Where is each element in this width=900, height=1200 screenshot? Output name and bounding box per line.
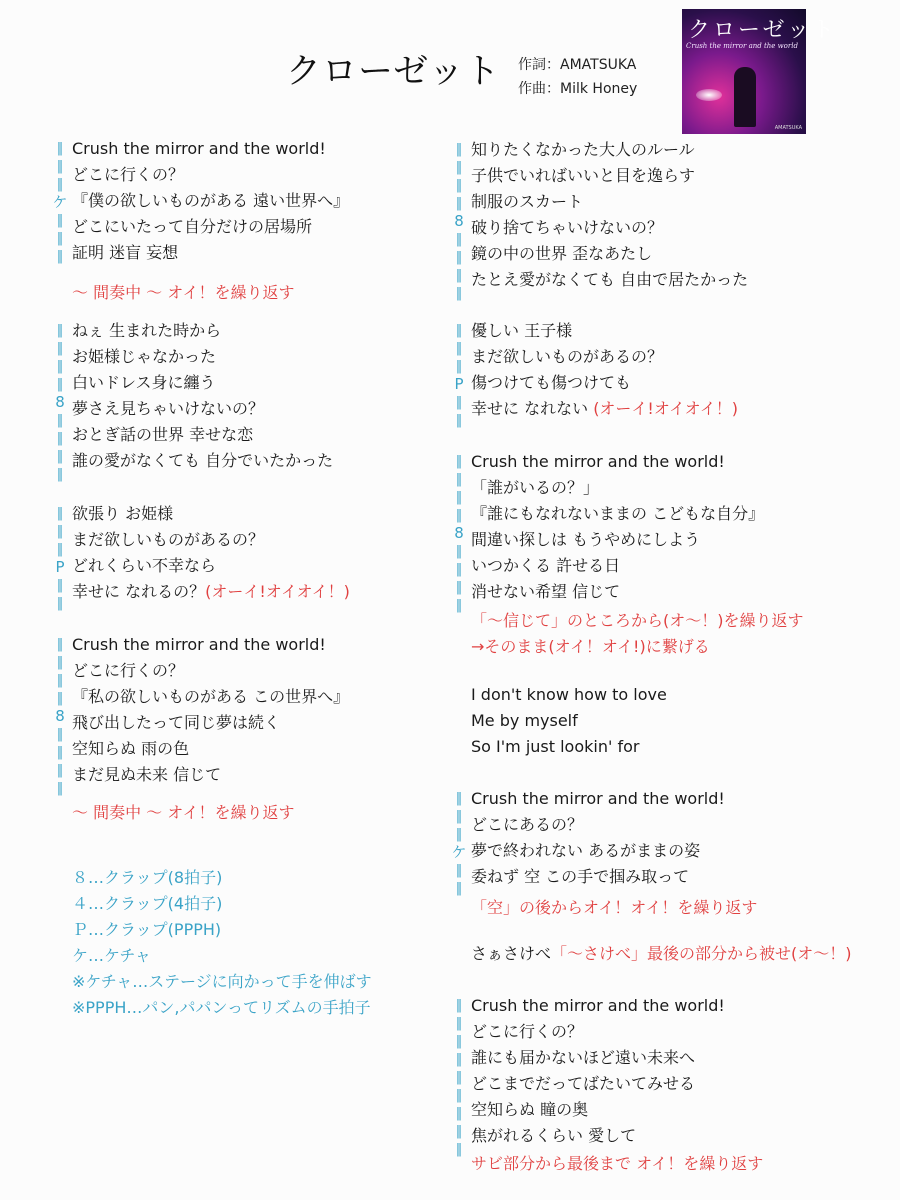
section-marker-bar: ‖ bbox=[455, 413, 463, 428]
section-marker-bar: ‖ bbox=[56, 431, 64, 446]
lyric-text: 幸せに なれるの？ bbox=[72, 582, 206, 601]
lyric-line: 破り捨てちゃいけないの？ bbox=[471, 218, 664, 237]
legend-item: ８…クラップ(8拍子) bbox=[72, 868, 223, 887]
section-marker-bar: ‖ bbox=[56, 341, 64, 356]
legend-item: Ｐ…クラップ(PPPH) bbox=[72, 920, 222, 939]
cover-title: クローゼット bbox=[688, 18, 838, 43]
section-marker-bar: ‖ bbox=[455, 791, 463, 806]
section-marker-bar: ‖ bbox=[56, 691, 64, 706]
section-marker-bar: ‖ bbox=[455, 1016, 463, 1031]
section-marker-label: 8 bbox=[454, 212, 464, 230]
lyric-line: So I'm just lookin' for bbox=[471, 737, 640, 756]
section-marker-bar: ‖ bbox=[56, 213, 64, 228]
section-marker-bar: ‖ bbox=[56, 506, 64, 521]
song-title: クローゼット bbox=[286, 52, 501, 92]
lyric-line: Crush the mirror and the world! bbox=[471, 452, 725, 471]
lyric-line: 空知らぬ 瞳の奥 bbox=[471, 1100, 589, 1119]
call-note: 「〜信じて」のところから(オ〜！)を繰り返す bbox=[471, 611, 804, 630]
lyric-text: 幸せに なれない bbox=[471, 399, 589, 418]
section-marker-bar: ‖ bbox=[455, 178, 463, 193]
section-marker-bar: ‖ bbox=[455, 508, 463, 523]
call-text: (オーイ!オイオイ！) bbox=[593, 399, 739, 418]
lyric-line: Me by myself bbox=[471, 711, 578, 730]
section-marker-bar: ‖ bbox=[455, 1034, 463, 1049]
section-marker-bar: ‖ bbox=[56, 745, 64, 760]
lyric-line: 焦がれるくらい 愛して bbox=[471, 1126, 637, 1145]
cover-figure bbox=[734, 67, 756, 127]
shout-text: さぁさけべ bbox=[471, 944, 552, 963]
lyric-line: 優しい 王子様 bbox=[471, 321, 573, 340]
lyric-line: 子供でいればいいと目を逸らす bbox=[471, 166, 696, 185]
lyric-line: I don't know how to love bbox=[471, 685, 667, 704]
lyric-line: まだ欲しいものがあるの？ bbox=[72, 530, 265, 549]
lyric-line: まだ見ぬ未来 信じて bbox=[72, 765, 222, 784]
section-marker-bar: ‖ bbox=[56, 249, 64, 264]
section-marker-bar: ‖ bbox=[455, 268, 463, 283]
section-marker bbox=[50, 632, 70, 796]
section-marker-bar: ‖ bbox=[455, 142, 463, 157]
section-marker-bar: ‖ bbox=[455, 232, 463, 247]
composer: 作曲：Milk Honey bbox=[518, 81, 638, 97]
section-marker bbox=[50, 136, 70, 266]
section-marker-bar: ‖ bbox=[56, 673, 64, 688]
section-marker-bar: ‖ bbox=[455, 395, 463, 410]
legend-item: ※ケチャ…ステージに向かって手を伸ばす bbox=[72, 972, 372, 991]
section-marker-bar: ‖ bbox=[455, 323, 463, 338]
section-marker-bar: ‖ bbox=[455, 881, 463, 896]
section-marker-bar: ‖ bbox=[455, 1106, 463, 1121]
section-marker-bar: ‖ bbox=[455, 341, 463, 356]
section-marker bbox=[449, 449, 469, 613]
section-marker-bar: ‖ bbox=[56, 655, 64, 670]
lyric-line: 空知らぬ 雨の色 bbox=[72, 739, 190, 758]
section-marker-bar: ‖ bbox=[455, 1052, 463, 1067]
section-marker-bar: ‖ bbox=[455, 1088, 463, 1103]
section-marker-label: ケ bbox=[451, 843, 467, 861]
section-marker-bar: ‖ bbox=[56, 413, 64, 428]
shout-call: 「〜さけべ」最後の部分から被せ(オ〜！) bbox=[551, 944, 852, 963]
lyric-line: 誰にも届かないほど遠い未来へ bbox=[471, 1048, 696, 1067]
lyric-line: どこに行くの？ bbox=[471, 1022, 584, 1041]
lyric-line: どれくらい不幸なら bbox=[72, 556, 217, 575]
section-marker-bar: ‖ bbox=[56, 578, 64, 593]
section-marker bbox=[449, 318, 469, 428]
section-marker-label: P bbox=[55, 558, 65, 576]
lyric-line: Crush the mirror and the world! bbox=[471, 996, 725, 1015]
lyric-line bbox=[72, 579, 350, 605]
lyric-line: Crush the mirror and the world! bbox=[471, 789, 725, 808]
section-marker-label: ケ bbox=[52, 193, 68, 211]
lyric-line: まだ欲しいものがあるの？ bbox=[471, 347, 664, 366]
cover-subtitle: Crush the mirror and the world bbox=[686, 42, 798, 50]
section-marker-bar: ‖ bbox=[455, 598, 463, 613]
section-marker-bar: ‖ bbox=[56, 781, 64, 796]
section-marker bbox=[50, 318, 70, 482]
section-marker-label: P bbox=[454, 375, 464, 393]
section-marker-bar: ‖ bbox=[56, 542, 64, 557]
lyric-line: Crush the mirror and the world! bbox=[72, 139, 326, 158]
section-marker bbox=[449, 137, 469, 301]
section-marker-label: 8 bbox=[454, 524, 464, 542]
section-marker-bar: ‖ bbox=[455, 250, 463, 265]
final-note: サビ部分から最後まで オイ！を繰り返す bbox=[471, 1154, 764, 1173]
lyric-line: 「誰がいるの？」 bbox=[471, 478, 600, 497]
lyric-line: 『私の欲しいものがある この世界へ』 bbox=[72, 687, 350, 706]
interlude-note: 〜 間奏中 〜 オイ！を繰り返す bbox=[72, 283, 295, 302]
section-marker-bar: ‖ bbox=[455, 562, 463, 577]
lyric-line: どこにいたって自分だけの居場所 bbox=[72, 217, 313, 236]
section-marker-bar: ‖ bbox=[56, 377, 64, 392]
section-marker bbox=[449, 786, 469, 896]
lyric-line bbox=[471, 396, 738, 422]
legend-item: ４…クラップ(4拍子) bbox=[72, 894, 223, 913]
section-marker-bar: ‖ bbox=[455, 809, 463, 824]
lyric-line: 証明 迷盲 妄想 bbox=[72, 243, 179, 262]
lyric-line: 夢で終われない あるがままの姿 bbox=[471, 841, 701, 860]
interlude-note: 〜 間奏中 〜 オイ！を繰り返す bbox=[72, 803, 295, 822]
call-text: (オーイ!オイオイ！) bbox=[205, 582, 350, 601]
lyric-line: どこにあるの？ bbox=[471, 815, 584, 834]
section-marker-bar: ‖ bbox=[455, 827, 463, 842]
section-marker-bar: ‖ bbox=[56, 467, 64, 482]
lyric-line: Crush the mirror and the world! bbox=[72, 635, 326, 654]
section-marker-bar: ‖ bbox=[455, 1124, 463, 1139]
lyricist: 作詞：AMATSUKA bbox=[518, 57, 637, 73]
section-marker-bar: ‖ bbox=[56, 763, 64, 778]
lyric-line: 誰の愛がなくても 自分でいたかった bbox=[72, 451, 334, 470]
lyric-line: どこに行くの？ bbox=[72, 661, 185, 680]
lyric-line: 『誰にもなれないままの こどもな自分』 bbox=[471, 504, 765, 523]
lyric-line: たとえ愛がなくても 自由で居たかった bbox=[471, 270, 749, 289]
section-marker-bar: ‖ bbox=[56, 159, 64, 174]
section-marker-bar: ‖ bbox=[455, 544, 463, 559]
section-marker-bar: ‖ bbox=[455, 286, 463, 301]
cover-light bbox=[696, 89, 722, 101]
section-marker-label: 8 bbox=[55, 707, 65, 725]
lyric-line: 欲張り お姫様 bbox=[72, 504, 174, 523]
shout-line bbox=[471, 941, 852, 967]
lyric-line: 夢さえ見ちゃいけないの？ bbox=[72, 399, 265, 418]
legend bbox=[72, 865, 372, 1021]
section-marker-bar: ‖ bbox=[455, 196, 463, 211]
legend-item: ケ…ケチャ bbox=[72, 946, 151, 965]
section-marker-bar: ‖ bbox=[455, 359, 463, 374]
credits bbox=[518, 53, 637, 101]
section-marker-bar: ‖ bbox=[56, 449, 64, 464]
section-marker-bar: ‖ bbox=[56, 596, 64, 611]
section-marker-bar: ‖ bbox=[455, 490, 463, 505]
section-marker-bar: ‖ bbox=[56, 359, 64, 374]
lyric-line: ねぇ 生まれた時から bbox=[72, 321, 222, 340]
section-marker-bar: ‖ bbox=[56, 524, 64, 539]
section-marker-bar: ‖ bbox=[455, 1070, 463, 1085]
section-marker-bar: ‖ bbox=[56, 727, 64, 742]
lyric-line: 委ねず 空 この手で掴み取って bbox=[471, 867, 690, 886]
section-marker-bar: ‖ bbox=[455, 863, 463, 878]
album-cover bbox=[682, 9, 838, 134]
lyric-line: 知りたくなかった大人のルール bbox=[471, 140, 695, 159]
section-marker bbox=[50, 501, 70, 611]
section-marker-bar: ‖ bbox=[455, 1142, 463, 1157]
section-marker-bar: ‖ bbox=[455, 580, 463, 595]
legend-item: ※PPPH…パン,パパンってリズムの手拍子 bbox=[72, 998, 371, 1017]
lyric-line: 消せない希望 信じて bbox=[471, 582, 621, 601]
section-marker-bar: ‖ bbox=[455, 160, 463, 175]
lyric-line: 制服のスカート bbox=[471, 192, 584, 211]
section-marker-bar: ‖ bbox=[56, 323, 64, 338]
cover-artist: AMATSUKA bbox=[774, 125, 802, 131]
lyric-line: 飛び出したって同じ夢は続く bbox=[72, 713, 281, 732]
section-marker-bar: ‖ bbox=[56, 141, 64, 156]
lyric-line: おとぎ話の世界 幸せな恋 bbox=[72, 425, 254, 444]
lyric-line: 白いドレス身に纏う bbox=[72, 373, 216, 392]
section-marker-bar: ‖ bbox=[56, 231, 64, 246]
call-note: 「空」の後からオイ！オイ！を繰り返す bbox=[471, 898, 758, 917]
lyric-line: どこまでだってばたいてみせる bbox=[471, 1074, 696, 1093]
lyric-line: 鏡の中の世界 歪なあたし bbox=[471, 244, 653, 263]
section-marker-label: 8 bbox=[55, 393, 65, 411]
lyric-line: いつかくる 許せる日 bbox=[471, 556, 621, 575]
section-marker-bar: ‖ bbox=[56, 637, 64, 652]
lyric-line: 傷つけても傷つけても bbox=[471, 373, 632, 392]
section-marker-bar: ‖ bbox=[56, 177, 64, 192]
lyric-line: 間違い探しは もうやめにしよう bbox=[471, 530, 701, 549]
lyric-line: どこに行くの？ bbox=[72, 165, 185, 184]
section-marker-bar: ‖ bbox=[455, 454, 463, 469]
lyric-line: 『僕の欲しいものがある 遠い世界へ』 bbox=[72, 191, 350, 210]
section-marker bbox=[449, 993, 469, 1157]
lyric-line: お姫様じゃなかった bbox=[72, 347, 217, 366]
section-marker-bar: ‖ bbox=[455, 998, 463, 1013]
call-note: →そのまま(オイ！オイ!)に繋げる bbox=[471, 637, 710, 656]
section-marker-bar: ‖ bbox=[455, 472, 463, 487]
